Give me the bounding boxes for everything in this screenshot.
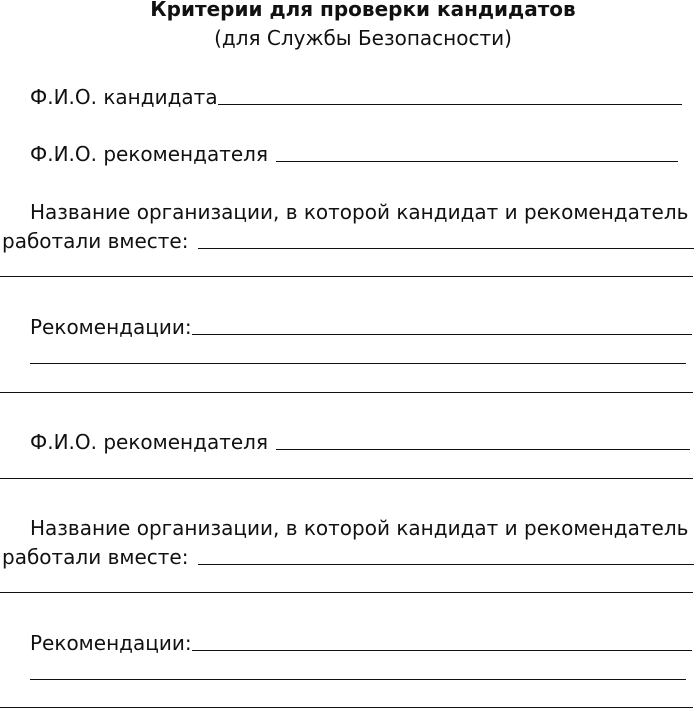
- organization-2-extra-line[interactable]: [0, 592, 693, 593]
- candidate-name-field[interactable]: [218, 104, 682, 105]
- recommendations-1-label: Рекомендации:: [30, 315, 192, 339]
- referee-2-field[interactable]: [276, 449, 690, 450]
- form-subtitle: (для Службы Безопасности): [214, 26, 512, 50]
- referee-2-label: Ф.И.О. рекомендателя: [30, 430, 268, 454]
- organization-2-label: Название организации, в которой кандидат и рекомендатель: [30, 516, 689, 540]
- form-title: Критерии для проверки кандидатов: [150, 0, 576, 21]
- referee-1-row: [30, 141, 678, 167]
- recommendations-2-field[interactable]: [192, 650, 692, 651]
- worked-together-2-label: работали вместе:: [2, 545, 189, 569]
- organization-2-field[interactable]: [198, 564, 694, 565]
- worked-together-2-row: [2, 544, 694, 570]
- worked-together-1-row: [2, 228, 694, 254]
- candidate-name-label: Ф.И.О. кандидата: [30, 85, 218, 109]
- organization-1-extra-line[interactable]: [0, 276, 693, 277]
- worked-together-1-label: работали вместе:: [2, 229, 189, 253]
- recommendations-1-line-3[interactable]: [0, 392, 693, 393]
- organization-1-field[interactable]: [198, 248, 694, 249]
- recommendations-2-line-3[interactable]: [0, 707, 693, 708]
- recommendations-1-field[interactable]: [192, 334, 692, 335]
- referee-2-extra-line[interactable]: [0, 478, 693, 479]
- organization-1-label: Название организации, в которой кандидат и рекомендатель: [30, 200, 689, 224]
- referee-1-label: Ф.И.О. рекомендателя: [30, 142, 268, 166]
- recommendations-1-row: [30, 314, 692, 340]
- recommendations-2-label: Рекомендации:: [30, 631, 192, 655]
- referee-1-field[interactable]: [276, 161, 678, 162]
- recommendations-2-line-2[interactable]: [30, 679, 686, 680]
- referee-2-row: [30, 429, 690, 455]
- recommendations-1-line-2[interactable]: [30, 363, 686, 364]
- recommendations-2-row: [30, 630, 692, 656]
- candidate-name-row: [30, 84, 682, 110]
